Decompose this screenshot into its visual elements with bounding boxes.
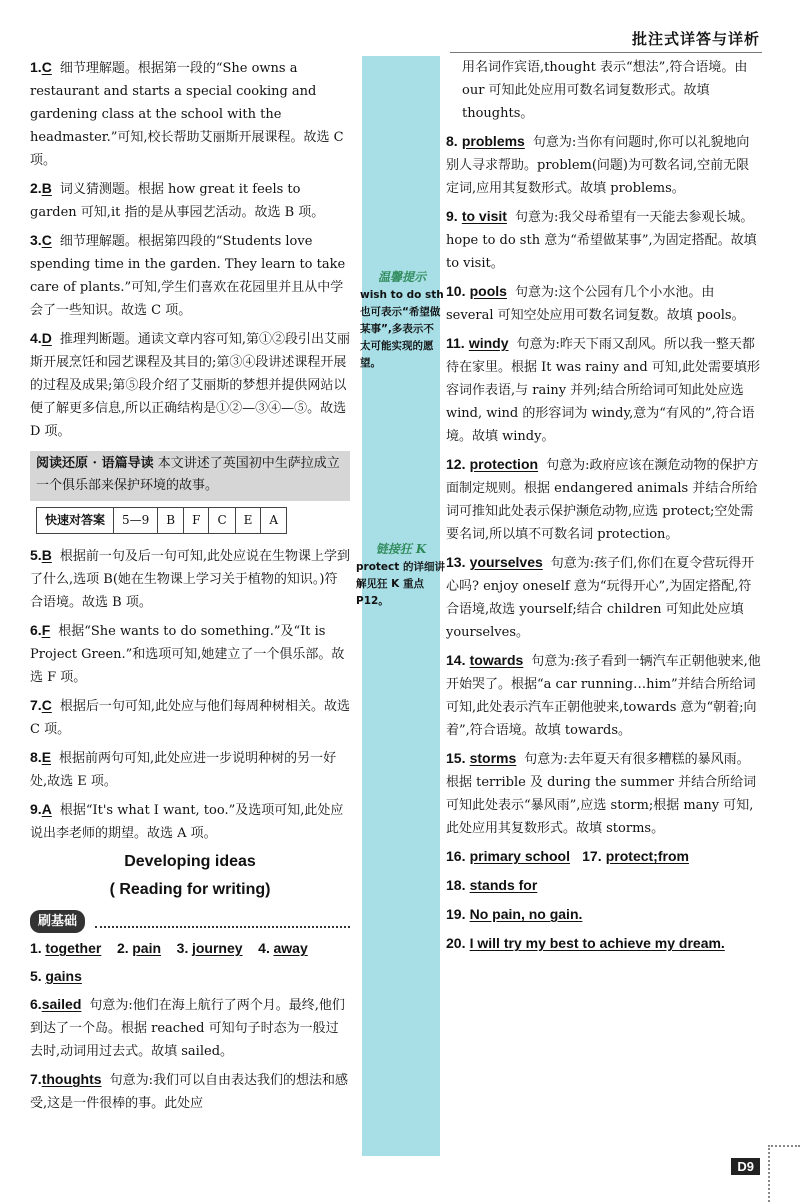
answer-item-7: 7.C 根据后一句可知,此处应与他们每周种树相关。故选 C 项。 xyxy=(30,697,350,737)
quick-answer-cell: B xyxy=(158,508,184,534)
fill-item-13: 13. yourselves 句意为:孩子们,你们在夏令营玩得开心吗? enjoy oneself 意为“玩得开心”,为固定搭配,符合语境,故选 yourself;结合 children 可知此处应填 yourselves。 xyxy=(446,554,755,640)
answer-item-6: 6.F 根据“She wants to do something.”及“It is Project Green.”和选项可知,她建立了一个俱乐部。故选 F 项。 xyxy=(30,622,345,685)
link-note-body: protect 的详细讲解见狂 K 重点 P12。 xyxy=(356,561,445,607)
quick-answer-cell: C xyxy=(209,508,235,534)
fill-item-12: 12. protection 句意为:政府应该在濒危动物的保护方面制定规则。根据 endangered animals 并结合所给词可推知此处表示保护濒危动物,应选 protect;空处需要名词,所以填不可数名词 protection。 xyxy=(446,456,759,542)
tip-note-heading: 温馨提示 xyxy=(377,270,426,284)
dotted-divider xyxy=(95,916,350,928)
fill-item-8: 8. problems 句意为:当你有问题时,你可以礼貌地向别人寻求帮助。problem(问题)为可数名词,空前无限定词,应用其复数形式。故填 problems。 xyxy=(446,133,750,196)
page-number: D9 xyxy=(731,1158,760,1175)
answer-item-8: 8.E 根据前两句可知,此处应进一步说明种树的另一好处,故选 E 项。 xyxy=(30,749,337,789)
quick-answer-cell: E xyxy=(235,508,261,534)
left-column xyxy=(30,56,350,1120)
link-note xyxy=(356,540,446,610)
quick-answer-range: 5—9 xyxy=(114,508,158,534)
fill-item-10: 10. pools 句意为:这个公园有几个小水池。由 several 可知空处应用可数名词复数。故填 pools。 xyxy=(446,283,745,323)
section-title: Developing ideas xyxy=(124,853,256,870)
fill-row-1: 1. together 2. pain 3. journey 4. away xyxy=(30,940,308,956)
reading-guide-text: 本文讲述了英国初中生萨拉成立一个俱乐部来保护环境的故事。 xyxy=(36,456,340,493)
answer-item-4: 4.D 推理判断题。通读文章内容可知,第①②段引出艾丽斯开展烹饪和园艺课程及其目的;第③④段讲述课程开展的过程及成果;第⑤段介绍了艾丽斯的梦想并提供网站以便了解更多信息,所以正确结构是①②—③④—⑤。故选 D 项。 xyxy=(30,330,350,439)
answer-item-3: 3.C 细节理解题。根据第四段的“Students love spending time in the garden. They learn to take care of plants.”可知,学生们喜欢在花园里并且从中学会了一些知识。故选 C 项。 xyxy=(30,232,346,318)
fill-item-14: 14. towards 句意为:孩子看到一辆汽车正朝他驶来,他开始哭了。根据“a car running…him”并结合所给词可知,此处表示汽车正朝他驶来,towards 意为“朝着;向着”,符合语境。故填 towards。 xyxy=(446,652,761,738)
basic-practice-label: 刷基础 xyxy=(30,910,85,933)
continued-text: 用名词作宾语,thought 表示“想法”,符合语境。由 our 可知此处应用可数名词复数形式。故填 thoughts。 xyxy=(462,60,748,121)
tip-note xyxy=(360,268,444,372)
quick-answer-cell: F xyxy=(184,508,209,534)
link-note-heading: 链接狂 K xyxy=(375,542,427,556)
fill-item-7: 7.thoughts 句意为:我们可以自由表达我们的想法和感受,这是一件很棒的事。此处应 xyxy=(30,1071,348,1111)
reading-guide-box xyxy=(30,451,350,501)
header-divider xyxy=(450,52,762,53)
fill-item-6: 6.sailed 句意为:他们在海上航行了两个月。最终,他们到达了一个岛。根据 reached 可知句子时态为一般过去时,动词用过去式。故填 sailed。 xyxy=(30,996,345,1059)
fill-item-19: 19. No pain, no gain. xyxy=(446,906,583,922)
corner-decoration xyxy=(768,1145,800,1202)
answer-item-2: 2.B 词义猜测题。根据 how great it feels to garden 可知,it 指的是从事园艺活动。故选 B 项。 xyxy=(30,180,325,220)
right-column xyxy=(446,56,762,961)
fill-item-15: 15. storms 句意为:去年夏天有很多糟糕的暴风雨。根据 terrible 及 during the summer 并结合所给词可知此处表示“暴风雨”,应选 storm;根据 many 可知,此处应用其复数形式。故填 storms。 xyxy=(446,750,757,836)
reading-guide-label: 阅读还原 · 语篇导读 xyxy=(36,456,154,471)
fill-item-11: 11. windy 句意为:昨天下雨又刮风。所以我一整天都待在家里。根据 It was rainy and 可知,此处需要填形容词作表语,与 rainy 并列;结合所给词可知此处应选 wind, wind 的形容词为 windy,意为“有风的”,符合语境。故填 windy。 xyxy=(446,335,760,444)
fill-item-9: 9. to visit 句意为:我父母希望有一天能去参观长城。hope to do sth 意为“希望做某事”,为固定搭配。故填 to visit。 xyxy=(446,208,757,271)
answer-item-1: 1.C 细节理解题。根据第一段的“She owns a restaurant and starts a special cooking and gardening class at the school with the headmaster.”可知,校长帮助艾丽斯开展课程。故选 C 项。 xyxy=(30,59,344,168)
answer-item-9: 9.A 根据“It's what I want, too.”及选项可知,此处应说出李老师的期望。故选 A 项。 xyxy=(30,801,344,841)
fill-item-18: 18. stands for xyxy=(446,877,538,893)
tip-note-body: wish to do sth 也可表示“希望做某事”,多表示不太可能实现的愿望。 xyxy=(360,289,444,369)
section-subtitle: ( Reading for writing) xyxy=(109,881,271,898)
fill-row-16-17: 16. primary school 17. protect;from xyxy=(446,848,689,864)
quick-answer-cell: A xyxy=(261,508,287,534)
fill-item-20: 20. I will try my best to achieve my dream. xyxy=(446,935,725,951)
page-header-title: 批注式详答与详析 xyxy=(631,30,760,48)
quick-answer-table xyxy=(36,507,287,534)
fill-row-2: 5. gains xyxy=(30,968,82,984)
quick-answer-label: 快速对答案 xyxy=(37,508,114,534)
answer-item-5: 5.B 根据前一句及后一句可知,此处应说在生物课上学到了什么,选项 B(她在生物课上学习关于植物的知识。)符合语境。故选 B 项。 xyxy=(30,547,350,610)
basic-practice-heading xyxy=(30,910,350,933)
